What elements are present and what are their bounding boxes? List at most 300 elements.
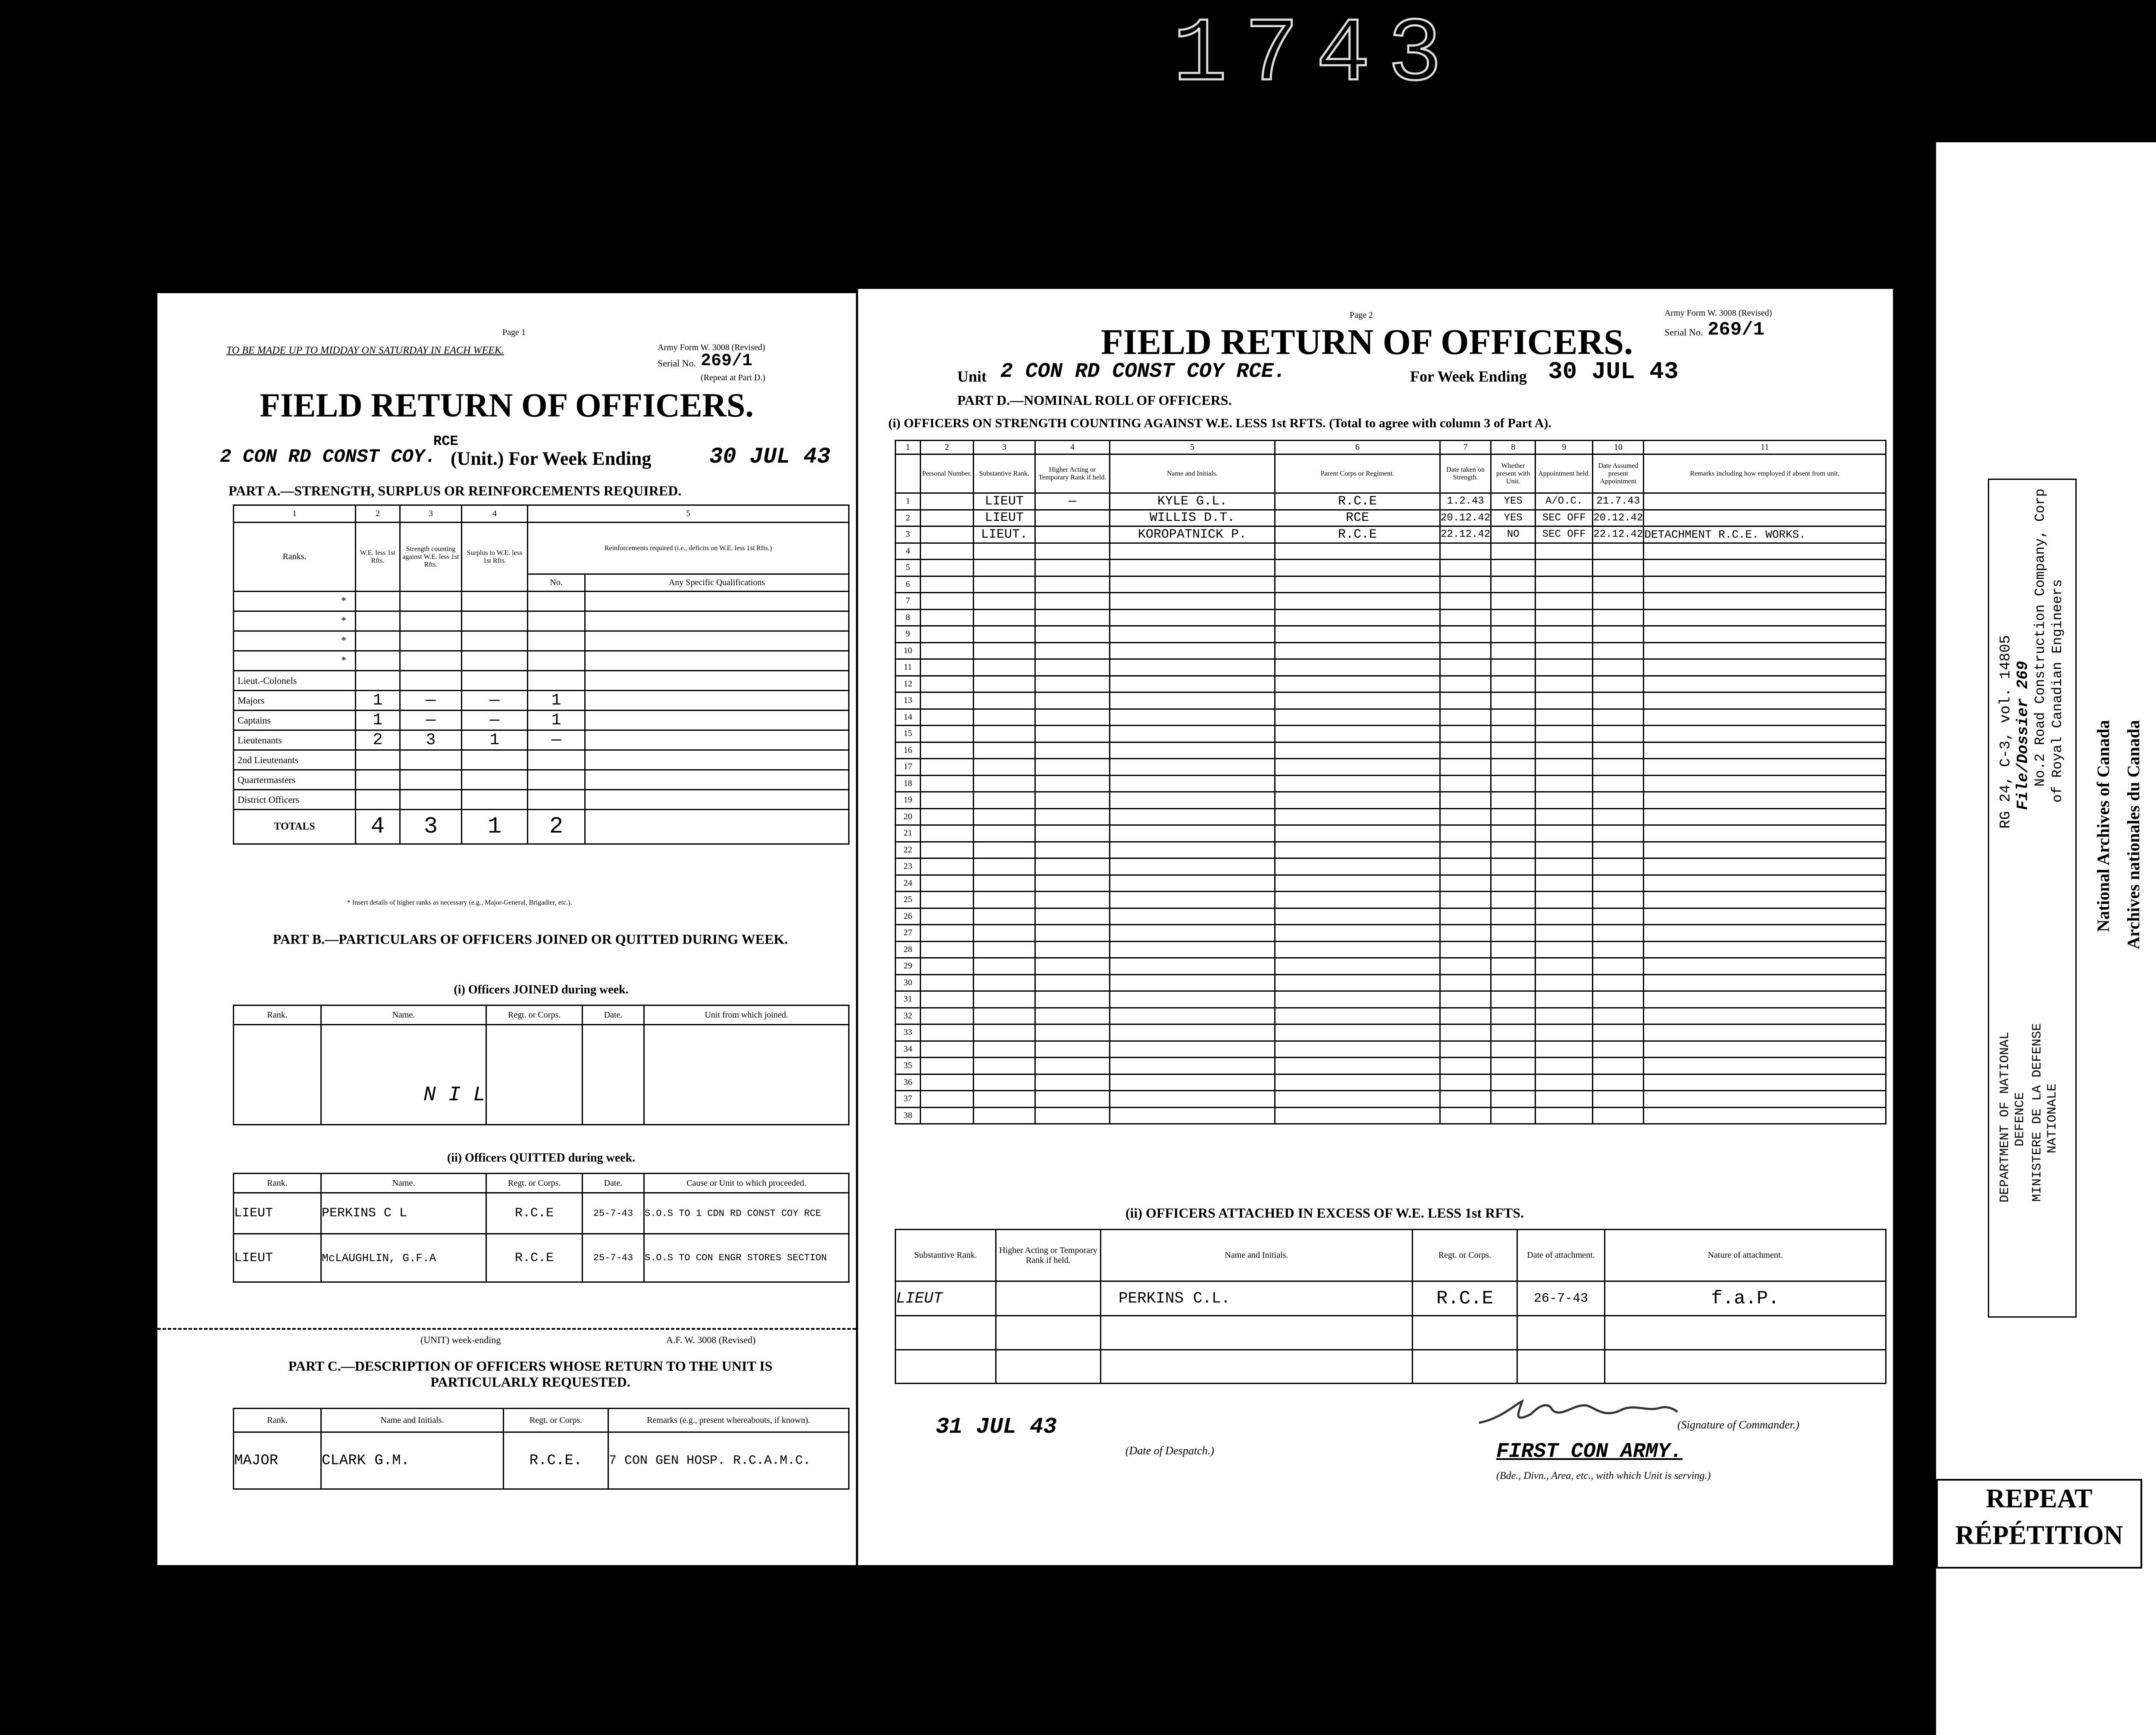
substantive-rank	[974, 792, 1035, 809]
table-row	[234, 611, 849, 631]
unit-label: (Unit.) For Week Ending	[451, 448, 652, 469]
table-row	[896, 974, 1886, 991]
present-with-unit	[1491, 974, 1536, 991]
table-row	[896, 493, 1886, 510]
part-c-title: PART C.—DESCRIPTION OF OFFICERS WHOSE RETURN TO THE UNIT IS PARTICULARLY REQUESTED.	[288, 1358, 773, 1390]
substantive-rank	[974, 576, 1035, 593]
date-taken	[1440, 808, 1491, 825]
date-assumed	[1593, 543, 1644, 560]
present-with-unit	[1491, 1008, 1536, 1024]
part-d-subtitle: (i) OFFICERS ON STRENGTH COUNTING AGAINST W.E. LESS 1st RFTS. (Total to agree with column 3 of Part A).	[888, 416, 1551, 430]
remarks	[1644, 759, 1886, 776]
date-taken	[1440, 726, 1491, 742]
nil-entry: N I L	[321, 1025, 486, 1125]
present-with-unit	[1491, 676, 1536, 692]
parent-corps	[1275, 593, 1440, 610]
header-we: W.E. less 1st Rfts.	[356, 523, 400, 592]
form-number: Army Form W. 3008 (Revised)	[658, 343, 765, 352]
archive-label	[1988, 479, 2077, 1318]
date-taken	[1440, 792, 1491, 809]
serial-note: (Repeat at Part D.)	[701, 373, 765, 382]
present-with-unit	[1491, 1041, 1536, 1058]
name-initials	[1110, 759, 1275, 776]
higher-rank	[1035, 759, 1110, 776]
present-with-unit	[1491, 560, 1536, 576]
name-initials	[1110, 825, 1275, 842]
personal-number	[921, 775, 974, 792]
name-initials	[1110, 593, 1275, 610]
reinforcement-value	[528, 651, 585, 671]
personal-number	[921, 925, 974, 942]
row-number: 5	[896, 560, 921, 576]
parent-corps	[1275, 908, 1440, 925]
personal-number	[921, 593, 974, 610]
higher-rank	[1035, 742, 1110, 759]
date-taken	[1440, 742, 1491, 759]
higher-rank	[1035, 726, 1110, 742]
date-assumed	[1593, 925, 1644, 942]
col-num: 2	[356, 505, 400, 523]
present-with-unit	[1491, 659, 1536, 676]
present-with-unit	[1491, 842, 1536, 858]
table-row	[896, 825, 1886, 842]
date-assumed: 21.7.43	[1593, 493, 1644, 510]
present-with-unit	[1491, 1024, 1536, 1041]
parent-corps	[1275, 626, 1440, 643]
table-row	[896, 875, 1886, 892]
present-with-unit: YES	[1491, 510, 1536, 526]
strength-value	[400, 651, 462, 671]
header-remarks: Remarks (e.g., present whereabouts, if known).	[608, 1409, 849, 1432]
part-b-title: PART B.—PARTICULARS OF OFFICERS JOINED OR QUITTED DURING WEEK.	[273, 931, 788, 947]
parent-corps	[1275, 1041, 1440, 1058]
table-row	[896, 792, 1886, 809]
remarks	[1644, 892, 1886, 908]
personal-number	[921, 1091, 974, 1108]
rank-label: Quartermasters	[234, 770, 356, 790]
header-strength: Strength counting against W.E. less 1st Rfts.	[400, 523, 462, 592]
remarks	[1644, 709, 1886, 726]
col-num: 6	[1275, 441, 1440, 454]
totals-reinforcements: 2	[528, 810, 585, 844]
date-assumed	[1593, 560, 1644, 576]
higher-rank	[1035, 1041, 1110, 1058]
reinforcement-value	[528, 671, 585, 691]
we-value	[356, 611, 400, 631]
row-number: 14	[896, 709, 921, 726]
header-no: No.	[528, 574, 585, 592]
appointment	[1536, 908, 1593, 925]
date-taken	[1440, 1058, 1491, 1074]
strength-value	[400, 750, 462, 770]
header-date: Date.	[583, 1174, 644, 1193]
present-with-unit	[1491, 742, 1536, 759]
rank-label: Majors	[234, 691, 356, 711]
reinforcement-value	[528, 611, 585, 631]
substantive-rank	[974, 676, 1035, 692]
strength-value: —	[400, 691, 462, 711]
row-number: 13	[896, 692, 921, 709]
quitted-name: McLAUGHLIN, G.F.A	[321, 1234, 486, 1282]
higher-rank	[1035, 576, 1110, 593]
parent-corps	[1275, 576, 1440, 593]
name-initials	[1110, 1074, 1275, 1091]
header-ranks: Ranks.	[234, 523, 356, 592]
name-initials	[1110, 560, 1275, 576]
higher-rank	[1035, 659, 1110, 676]
date-taken	[1440, 1074, 1491, 1091]
signature-label: (Signature of Commander.)	[1677, 1419, 1799, 1431]
parent-corps	[1275, 560, 1440, 576]
table-row	[896, 1041, 1886, 1058]
parent-corps	[1275, 709, 1440, 726]
surplus-value: 1	[462, 730, 528, 750]
parent-corps	[1275, 974, 1440, 991]
row-number: 30	[896, 974, 921, 991]
rank-label: *	[234, 592, 356, 611]
appointment	[1536, 808, 1593, 825]
date-taken	[1440, 560, 1491, 576]
date-assumed	[1593, 576, 1644, 593]
column-header: Substantive Rank.	[974, 454, 1035, 493]
column-header: Date taken on Strength.	[1440, 454, 1491, 493]
quitted-name: PERKINS C L	[321, 1193, 486, 1234]
date-taken	[1440, 958, 1491, 975]
higher-rank	[1035, 925, 1110, 942]
date-taken	[1440, 1091, 1491, 1108]
header-unit-from: Unit from which joined.	[644, 1005, 849, 1025]
strength-value	[400, 671, 462, 691]
surplus-value	[462, 592, 528, 611]
parent-corps	[1275, 941, 1440, 958]
date-taken	[1440, 576, 1491, 593]
rank-label: *	[234, 651, 356, 671]
table-row	[896, 576, 1886, 593]
strength-value	[400, 611, 462, 631]
date-taken	[1440, 974, 1491, 991]
personal-number	[921, 892, 974, 908]
col-num: 1	[896, 441, 921, 454]
appointment	[1536, 1074, 1593, 1091]
remarks	[1644, 858, 1886, 875]
personal-number	[921, 726, 974, 742]
appointment	[1536, 842, 1593, 858]
date-taken	[1440, 676, 1491, 692]
formation-label: (Bde., Divn., Area, etc., with which Unit is serving.)	[1496, 1470, 1711, 1481]
parent-corps	[1275, 742, 1440, 759]
date-assumed	[1593, 626, 1644, 643]
remarks	[1644, 1058, 1886, 1074]
header-qualifications: Any Specific Qualifications	[585, 574, 849, 592]
appointment	[1536, 1058, 1593, 1074]
we-value: 1	[356, 691, 400, 711]
header-cause: Cause or Unit to which proceeded.	[644, 1174, 849, 1193]
table-row	[896, 1024, 1886, 1041]
personal-number	[921, 908, 974, 925]
personal-number	[921, 543, 974, 560]
appointment	[1536, 958, 1593, 975]
present-with-unit	[1491, 925, 1536, 942]
attached-corps: R.C.E	[1413, 1281, 1517, 1316]
parent-corps	[1275, 759, 1440, 776]
unit-value: 2 CON RD CONST COY.	[220, 446, 436, 468]
present-with-unit	[1491, 609, 1536, 626]
appointment	[1536, 991, 1593, 1008]
date-assumed	[1593, 609, 1644, 626]
name-initials	[1110, 808, 1275, 825]
attached-title: (ii) OFFICERS ATTACHED IN EXCESS OF W.E. LESS 1st RFTS.	[1125, 1205, 1524, 1221]
row-number: 11	[896, 659, 921, 676]
row-number: 16	[896, 742, 921, 759]
name-initials	[1110, 659, 1275, 676]
header-name: Name and Initials.	[1101, 1230, 1413, 1281]
remarks	[1644, 1074, 1886, 1091]
remarks	[1644, 1041, 1886, 1058]
higher-rank	[1035, 642, 1110, 659]
personal-number	[921, 560, 974, 576]
appointment: SEC OFF	[1536, 510, 1593, 526]
parent-corps	[1275, 858, 1440, 875]
column-header: Remarks including how employed if absent from unit.	[1644, 454, 1886, 493]
column-header: Parent Corps or Regiment.	[1275, 454, 1440, 493]
substantive-rank	[974, 825, 1035, 842]
substantive-rank	[974, 808, 1035, 825]
substantive-rank	[974, 642, 1035, 659]
rank-label: Lieut.-Colonels	[234, 671, 356, 691]
personal-number	[921, 742, 974, 759]
date-assumed	[1593, 875, 1644, 892]
strength-value	[400, 790, 462, 810]
date-assumed	[1593, 974, 1644, 991]
table-row	[896, 526, 1886, 543]
substantive-rank	[974, 726, 1035, 742]
present-with-unit	[1491, 626, 1536, 643]
higher-rank	[1035, 1008, 1110, 1024]
col-num: 5	[1110, 441, 1275, 454]
header-corps: Regt. or Corps.	[486, 1174, 583, 1193]
table-row	[896, 958, 1886, 975]
higher-rank	[1035, 1074, 1110, 1091]
nominal-roll-table	[895, 440, 1887, 1124]
higher-rank	[1035, 560, 1110, 576]
row-number: 34	[896, 1041, 921, 1058]
col-num: 3	[400, 505, 462, 523]
substantive-rank	[974, 1074, 1035, 1091]
remarks	[1644, 510, 1886, 526]
date-assumed	[1593, 908, 1644, 925]
qualification-value	[585, 671, 849, 691]
tear-form: A.F. W. 3008 (Revised)	[666, 1334, 756, 1345]
remarks	[1644, 1024, 1886, 1041]
date-assumed	[1593, 808, 1644, 825]
remarks: DETACHMENT R.C.E. WORKS.	[1644, 526, 1886, 543]
appointment	[1536, 941, 1593, 958]
appointment	[1536, 709, 1593, 726]
remarks	[1644, 808, 1886, 825]
table-row	[896, 991, 1886, 1008]
higher-rank: —	[1035, 493, 1110, 510]
remarks	[1644, 493, 1886, 510]
national-archives-fr: Archives nationales du Canada	[2122, 716, 2145, 954]
personal-number	[921, 493, 974, 510]
strength-value	[400, 770, 462, 790]
table-row	[896, 742, 1886, 759]
date-assumed	[1593, 692, 1644, 709]
parent-corps	[1275, 958, 1440, 975]
present-with-unit	[1491, 941, 1536, 958]
parent-corps	[1275, 692, 1440, 709]
present-with-unit	[1491, 825, 1536, 842]
page-1	[157, 293, 856, 1565]
qualification-value	[585, 730, 849, 750]
row-number: 23	[896, 858, 921, 875]
reinforcement-value	[528, 750, 585, 770]
date-assumed	[1593, 1074, 1644, 1091]
repeat-fr: RÉPÉTITION	[1955, 1521, 2123, 1550]
remarks	[1644, 593, 1886, 610]
date-taken	[1440, 626, 1491, 643]
parent-corps	[1275, 676, 1440, 692]
header-rank: Rank.	[234, 1174, 321, 1193]
parent-corps	[1275, 1107, 1440, 1124]
quitted-title: (ii) Officers QUITTED during week.	[447, 1151, 636, 1165]
appointment	[1536, 1024, 1593, 1041]
higher-rank	[1035, 875, 1110, 892]
parent-corps	[1275, 808, 1440, 825]
substantive-rank	[974, 974, 1035, 991]
name-initials: KOROPATNICK P.	[1110, 526, 1275, 543]
personal-number	[921, 1041, 974, 1058]
surplus-value: —	[462, 711, 528, 730]
table-row	[896, 593, 1886, 610]
appointment	[1536, 1091, 1593, 1108]
archive-ref-2: File/Dossier 269	[2014, 661, 2032, 810]
remarks	[1644, 560, 1886, 576]
strength-value	[400, 592, 462, 611]
header-surplus: Surplus to W.E. less 1st Rfts.	[462, 523, 528, 592]
date-assumed	[1593, 958, 1644, 975]
personal-number	[921, 991, 974, 1008]
remarks	[1644, 626, 1886, 643]
present-with-unit	[1491, 759, 1536, 776]
date-taken	[1440, 842, 1491, 858]
date-assumed	[1593, 1008, 1644, 1024]
appointment	[1536, 692, 1593, 709]
table-row	[896, 808, 1886, 825]
personal-number	[921, 1024, 974, 1041]
qualification-value	[585, 770, 849, 790]
date-assumed	[1593, 1058, 1644, 1074]
row-number: 21	[896, 825, 921, 842]
table-row	[896, 692, 1886, 709]
table-row	[896, 543, 1886, 560]
parent-corps	[1275, 842, 1440, 858]
personal-number	[921, 526, 974, 543]
table-row	[234, 790, 849, 810]
table-row	[234, 750, 849, 770]
joined-title: (i) Officers JOINED during week.	[454, 983, 629, 996]
present-with-unit	[1491, 692, 1536, 709]
substantive-rank	[974, 692, 1035, 709]
remarks	[1644, 775, 1886, 792]
part-c-corps: R.C.E.	[504, 1432, 608, 1489]
present-with-unit	[1491, 576, 1536, 593]
row-number: 8	[896, 609, 921, 626]
serial-label: Serial No.	[658, 358, 696, 369]
higher-rank	[1035, 892, 1110, 908]
substantive-rank	[974, 626, 1035, 643]
date-assumed	[1593, 642, 1644, 659]
parent-corps	[1275, 726, 1440, 742]
quitted-rank: LIEUT	[234, 1234, 321, 1282]
date-taken	[1440, 543, 1491, 560]
table-row	[896, 609, 1886, 626]
name-initials	[1110, 1008, 1275, 1024]
surplus-value	[462, 790, 528, 810]
remarks	[1644, 726, 1886, 742]
present-with-unit	[1491, 1091, 1536, 1108]
appointment	[1536, 858, 1593, 875]
remarks	[1644, 908, 1886, 925]
date-taken	[1440, 1024, 1491, 1041]
personal-number	[921, 941, 974, 958]
higher-rank	[1035, 593, 1110, 610]
header-date: Date.	[583, 1005, 644, 1025]
parent-corps: R.C.E	[1275, 493, 1440, 510]
personal-number	[921, 692, 974, 709]
part-c-remarks: 7 CON GEN HOSP. R.C.A.M.C.	[608, 1432, 849, 1489]
despatch-label: (Date of Despatch.)	[1125, 1444, 1214, 1457]
name-initials	[1110, 892, 1275, 908]
name-initials	[1110, 875, 1275, 892]
remarks	[1644, 925, 1886, 942]
name-initials	[1110, 1041, 1275, 1058]
col-num: 2	[921, 441, 974, 454]
substantive-rank: LIEUT	[974, 493, 1035, 510]
name-initials	[1110, 1091, 1275, 1108]
higher-rank	[1035, 526, 1110, 543]
parent-corps	[1275, 825, 1440, 842]
higher-rank	[1035, 842, 1110, 858]
name-initials	[1110, 1107, 1275, 1124]
personal-number	[921, 1107, 974, 1124]
parent-corps	[1275, 792, 1440, 809]
part-c-name: CLARK G.M.	[321, 1432, 504, 1489]
appointment	[1536, 825, 1593, 842]
date-assumed	[1593, 858, 1644, 875]
appointment	[1536, 759, 1593, 776]
col-num: 4	[1035, 441, 1110, 454]
substantive-rank	[974, 1107, 1035, 1124]
name-initials	[1110, 626, 1275, 643]
date-assumed	[1593, 1024, 1644, 1041]
higher-rank	[1035, 510, 1110, 526]
appointment	[1536, 576, 1593, 593]
present-with-unit	[1491, 892, 1536, 908]
row-number: 36	[896, 1074, 921, 1091]
table-row	[896, 560, 1886, 576]
table-row	[234, 730, 849, 750]
week-label: For Week Ending	[1410, 368, 1527, 385]
substantive-rank	[974, 941, 1035, 958]
personal-number	[921, 676, 974, 692]
we-value	[356, 631, 400, 651]
appointment	[1536, 1041, 1593, 1058]
row-number: 10	[896, 642, 921, 659]
week-value: 30 JUL 43	[1548, 358, 1679, 385]
national-archives-en: National Archives of Canada	[2091, 716, 2115, 936]
higher-rank	[1035, 1107, 1110, 1124]
